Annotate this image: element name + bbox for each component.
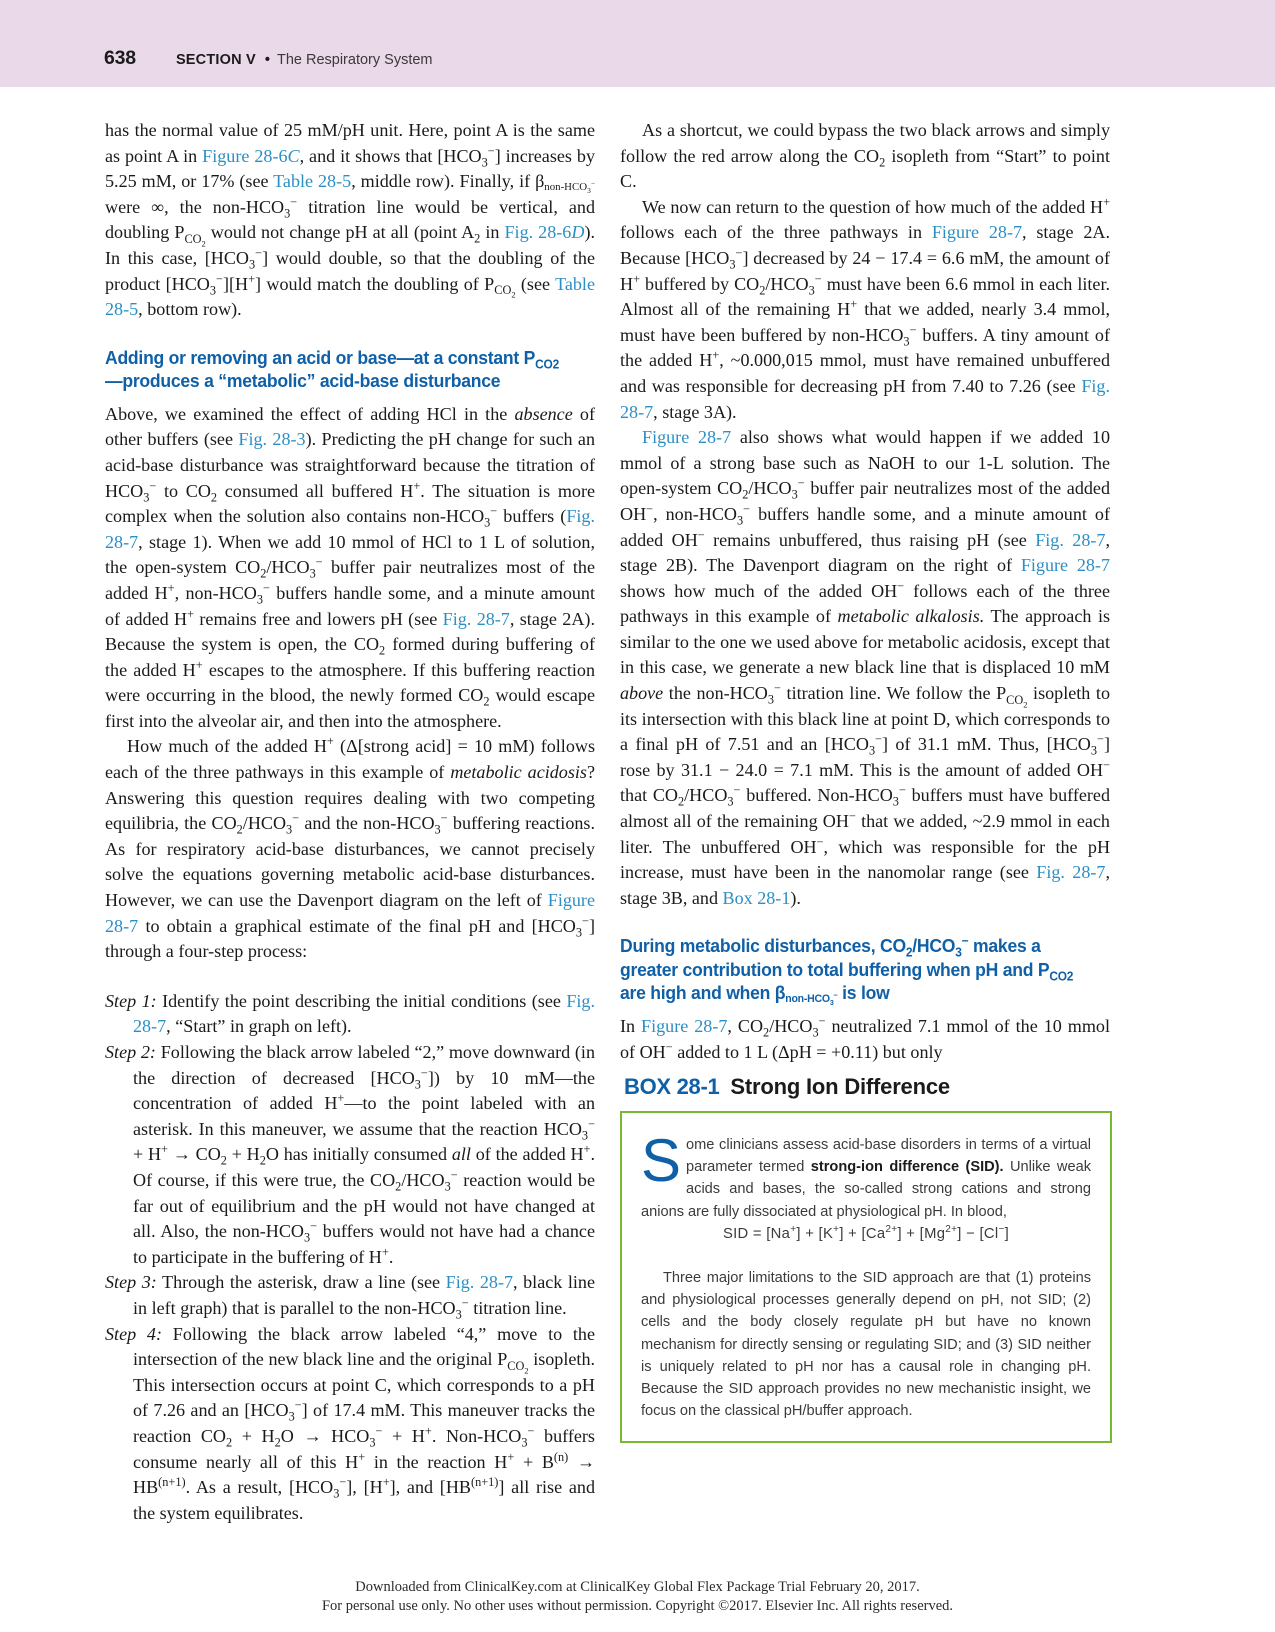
page-footer bbox=[0, 1578, 1275, 1615]
paragraph-absence-of-buffers: Above, we examined the effect of adding HCl in the absence of other buffers (see Fig. 28-3). Predicting the pH change for such an acid-base disturbance was straightforward because the titration of $HCO_3^-$ to $CO_2$ consumed all buffered H+. The situation is more complex when the solution also contains non-$HCO_3^-$ buffers (Fig. 28-7, stage 1). When we add 10 mmol of HCl to 1 L of solution, the open-system $CO_2/HCO_3^-$ buffer pair neutralizes most of the added H+, non-$HCO_3^-$ buffers handle some, and a minute amount of added H+ remains free and lowers pH (see Fig. 28-7, stage 2A). Because the system is open, the $CO_2$ formed during buffering of the added H+ escapes to the atmosphere. If this buffering reaction were occurring in the blood, the newly formed $CO_2$ would escape first into the alveolar air, and then into the atmosphere. bbox=[105, 403, 596, 731]
step-list bbox=[105, 989, 595, 1526]
paragraph-shortcut: As a shortcut, we could bypass the two black arrows and simply follow the red arrow along the $CO_2$ isopleth from “Start” to point C. bbox=[620, 120, 1110, 192]
drop-cap: S bbox=[641, 1127, 682, 1194]
box-28-1 bbox=[620, 1074, 1112, 1443]
step-item bbox=[105, 989, 595, 1040]
left-column bbox=[105, 118, 595, 1526]
section-heading-metabolic-disturbance: Adding or removing an acid or base—at a constant $P_{CO2}—produces$ a “metabolic” acid-base disturbance bbox=[105, 346, 559, 392]
section-label: SECTION V bbox=[175, 52, 256, 68]
step-label: Step 4: bbox=[105, 1323, 162, 1344]
step-text: Following the black arrow labeled “4,” move to the intersection of the new black line and the original $P_{CO_2}$ isopleth. This intersection occurs at point C, which corresponds to a pH of 7.26 and an $[HCO_3^-]$ of 17.4 mM. This maneuver tracks the reaction $CO_2 + H_2O \to HCO_3^- + H^+$. Non-$HCO_3^-$ buffers consume nearly all of this H+ in the reaction $H^+ + B^{(n)} \to HB^{(n+1)}$. As a result, $[HCO_3^-]$, [H+], and $[HB^{(n+1)}]$ all rise and the system equilibrates. bbox=[133, 1323, 596, 1523]
step-item bbox=[105, 1322, 595, 1527]
paragraph-neutralized: In Figure 28-7, $CO_2/HCO_3^-$ neutralized 7.1 mmol of the 10 mmol of OH− added to 1 L (ΔpH = +0.11) but only bbox=[620, 1013, 1110, 1062]
box-body bbox=[620, 1111, 1112, 1443]
running-head bbox=[104, 47, 433, 70]
step-label: Step 3: bbox=[105, 1272, 157, 1293]
box-heading: Strong Ion Difference bbox=[730, 1074, 950, 1099]
paragraph-four-step-process: How much of the added H+ (Δ[strong acid] = 10 mM) follows each of the three pathways in this example of metabolic acidosis? Answering this question requires dealing with two competing equilibria, the $CO_2/HCO_3^-$ and the non-$HCO_3^-$ buffering reactions. As for respiratory acid-base disturbances, we cannot precisely solve the equations governing metabolic acid-base disturbances. However, we can use the Davenport diagram on the left of Figure 28-7 to obtain a graphical estimate of the final pH and $[HCO_3^-]$ through a four-step process: bbox=[105, 734, 595, 962]
sid-formula: SID = $[Na^+] + [K^+] + [Ca^{2+}] + [Mg^{2+}] - [Cl^-]$ bbox=[722, 1223, 1010, 1242]
paragraph-three-pathways: We now can return to the question of how much of the added H+ follows each of the three pathways in Figure 28-7, stage 2A. Because $[HCO_3^-]$ decreased by 24 − 17.4 = 6.6 mM, the amount of H+ buffered by $CO_2/HCO_3^-$ must have been 6.6 mmol in each liter. Almost all of the remaining H+ that we added, nearly 3.4 mmol, must have been buffered by non-$HCO_3^-$ buffers. A tiny amount of the added H+, ~0.000,015 mmol, must have remained unbuffered and was responsible for decreasing pH from 7.40 to 7.26 (see Fig. 28-7, stage 3A). bbox=[620, 194, 1110, 422]
section-title: The Respiratory System bbox=[276, 52, 433, 68]
paragraph-metabolic-alkalosis: Figure 28-7 also shows what would happen if we added 10 mmol of a strong base such as NaOH to our 1-L solution. The open-system $CO_2/HCO_3^-$ buffer pair neutralizes most of the added OH−, non-$HCO_3^-$ buffers handle some, and a minute amount of added OH− remains unbuffered, thus raising pH (see Fig. 28-7, stage 2B). The Davenport diagram on the right of Figure 28-7 shows how much of the added OH− follows each of the three pathways in this example of metabolic alkalosis. The approach is similar to the one we used above for metabolic acidosis, except that in this case, we generate a new black line that is displaced 10 mM above the non-$HCO_3^-$ titration line. We follow the $P_{CO_2}$ isopleth to its intersection with this black line at point D, which corresponds to a final pH of 7.51 and an $[HCO_3^-]$ of 31.1 mM. Thus, $[HCO_3^-]$ rose by 31.1 − 24.0 = 7.1 mM. This is the amount of added OH− that $CO_2/HCO_3^-$ buffered. Non-$HCO_3^-$ buffers must have buffered almost all of the remaining OH− that we added, ~2.9 mmol in each liter. The unbuffered OH−, which was responsible for the pH increase, must have been in the nanomolar range (see Fig. 28-7, stage 3B, and Box 28-1). bbox=[620, 427, 1111, 908]
step-text: Through the asterisk, draw a line (see Fig. 28-7, black line in left graph) that is parallel to the non-$HCO_3^-$ titration line. bbox=[133, 1272, 595, 1322]
box-intro-text: ome clinicians assess acid-base disorders in terms of a virtual parameter termed strong-ion difference (SID). Unlike weak acids and bases, the so-called strong cations and strong anions are fully dissociated at physiological pH. In blood, bbox=[641, 1137, 1092, 1220]
page-header-band bbox=[0, 0, 1275, 87]
section-heading-co2-contribution: During metabolic disturbances, $CO_2/HCO_3^-$ makes a greater contribution to total buffering when pH and $P_{CO2}$ are high and when βnon-$HCO_3^-$ is low bbox=[620, 934, 1074, 1008]
box-paragraph-limitations: Three major limitations to the SID approach are that (1) proteins and physiological processes generally depend on pH, not SID; (2) cells and the body closely regulate pH but have no known mechanism for directly sensing or regulating SID; and (3) SID neither is uniquely related to pH nor has a causal role in changing pH. Because the SID approach provides no new mechanistic insight, we focus on the classical pH/buffer approach. bbox=[641, 1270, 1091, 1420]
footer-line-copyright: For personal use only. No other uses without permission. Copyright ©2017. Elsevier Inc. All rights reserved. bbox=[321, 1597, 954, 1614]
step-text: Identify the point describing the initial conditions (see Fig. 28-7, “Start” in graph on left). bbox=[133, 990, 595, 1037]
step-label: Step 1: bbox=[105, 990, 157, 1011]
step-item bbox=[105, 1270, 595, 1321]
box-title bbox=[624, 1074, 1112, 1100]
page-number: 638 bbox=[104, 47, 136, 69]
box-number: BOX 28-1 bbox=[624, 1074, 720, 1099]
right-column bbox=[620, 118, 1110, 1065]
bullet-separator: • bbox=[264, 52, 270, 68]
box-paragraph-intro bbox=[641, 1127, 1092, 1223]
footer-line-download: Downloaded from ClinicalKey.com at ClinicalKey Global Flex Package Trial February 20, 2017. bbox=[355, 1579, 920, 1595]
step-item bbox=[105, 1040, 595, 1270]
paragraph-continued: has the normal value of 25 mM/pH unit. Here, point A is the same as point A in Figure 28-6C, and it shows that $[HCO_3^-]$ increases by 5.25 mM, or 17% (see Table 28-5, middle row). Finally, if βnon-$HCO_3^-$ were ∞, the non-$HCO_3^-$ titration line would be vertical, and doubling $P_{CO_2}$ would not change pH at all (point $A_2$ in Fig. 28-6D). In this case, $[HCO_3^-]$ would double, so that the doubling of the product $[HCO_3^-][H^+]$ would match the doubling of $P_{CO_2}$ (see Table 28-5, bottom row). bbox=[105, 120, 595, 320]
step-text: Following the black arrow labeled “2,” move downward (in the direction of decreased $[HCO_3^-]$) by 10 mM—the concentration of added H+—to the point labeled with an asterisk. In this maneuver, we assume that the reaction $HCO_3^- + H^+ \to CO_2 + H_2O$ has initially consumed all of the added H+. Of course, if this were true, the $CO_2/HCO_3^-$ reaction would be far out of equilibrium and the pH would not have changed at all. Also, the non-$HCO_3^-$ buffers would not have had a chance to participate in the buffering of H+. bbox=[133, 1042, 596, 1267]
running-head-text bbox=[176, 52, 433, 68]
step-label: Step 2: bbox=[105, 1042, 156, 1062]
